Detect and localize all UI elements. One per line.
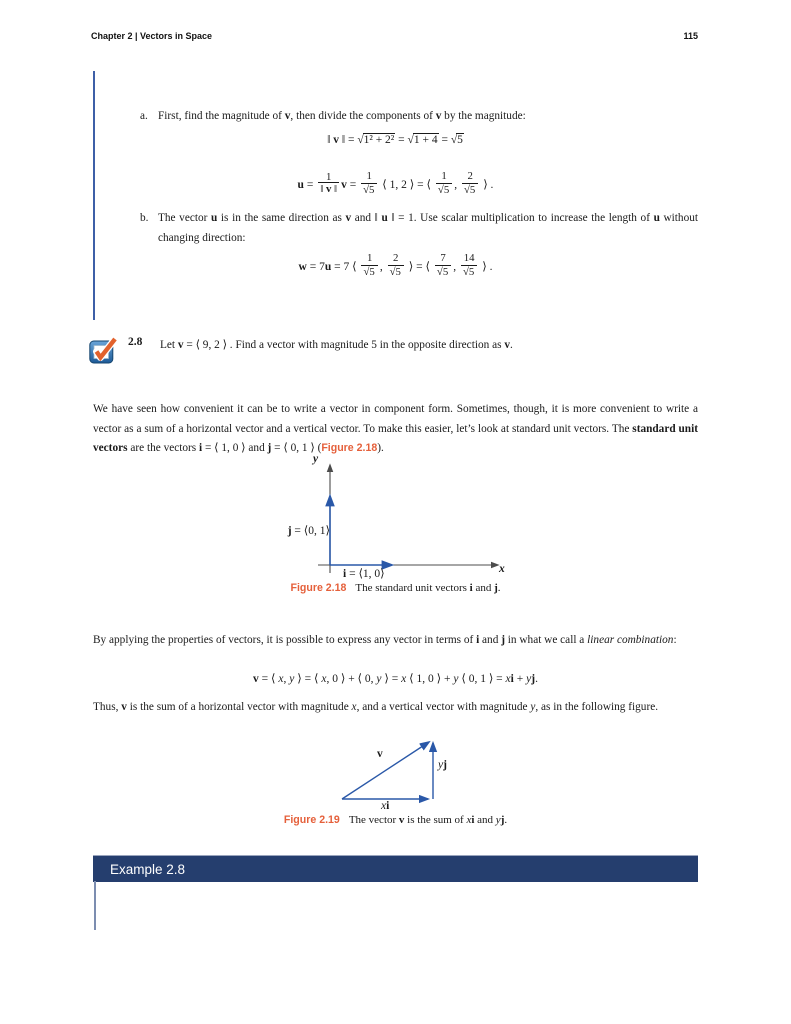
text-segment: ‖ — [331, 183, 338, 196]
text-segment: = — [346, 179, 360, 192]
example-title: Example 2.8 — [110, 861, 186, 877]
equation-scaled-vector — [93, 254, 698, 281]
fraction — [318, 171, 339, 197]
text-segment: i — [469, 582, 473, 594]
text-segment: Thus, — [93, 701, 122, 713]
text-segment: is the sum of — [404, 814, 467, 826]
radical: √5 — [463, 183, 476, 196]
radical: √5 — [450, 134, 463, 146]
text-segment: , then divide the components of — [290, 110, 436, 122]
text-segment: , — [379, 261, 386, 274]
text-segment: w — [298, 261, 307, 274]
text-segment: v — [325, 183, 332, 196]
checkpoint-number: 2.8 — [128, 336, 143, 348]
text-segment: by the magnitude: — [441, 110, 526, 122]
text-segment: The standard unit vectors — [355, 582, 470, 594]
text-segment: 5 — [468, 265, 475, 278]
text-segment: 1 — [325, 170, 332, 183]
list-marker-b: b. — [140, 212, 149, 224]
text-segment: 1 + 4 — [413, 134, 438, 146]
text-segment: . — [535, 673, 538, 685]
text-segment: 2 — [467, 170, 473, 182]
figure-2-19-plot — [325, 731, 455, 809]
text-segment: j — [287, 525, 292, 537]
text-segment: i — [476, 634, 480, 646]
text-segment: = — [438, 134, 451, 146]
text-segment: u — [653, 212, 660, 224]
text-segment: i — [199, 442, 203, 454]
paragraph-thus — [93, 698, 698, 718]
radical: √5 — [436, 265, 449, 278]
text-segment: in what we call a — [504, 634, 588, 646]
text-segment: linear combination — [587, 634, 674, 646]
text-segment: = ⟨ 1, 0 ⟩ and — [202, 442, 268, 454]
text-segment: j — [267, 442, 272, 454]
xi-vector-label — [381, 800, 389, 812]
text-segment: v — [345, 212, 352, 224]
text-segment: , 0 ⟩ + ⟨ 0, — [326, 673, 377, 685]
text-segment: x — [466, 814, 472, 826]
text-segment: 1 — [441, 170, 447, 182]
text-segment: v — [341, 179, 347, 192]
j-vector-label — [272, 523, 330, 537]
text-segment: y — [530, 701, 536, 713]
figure-2-18-caption-label: Figure 2.18 — [290, 582, 347, 594]
checkbox-check-icon — [89, 335, 118, 370]
text-segment: : — [673, 634, 677, 646]
text-segment: standard unit vectors — [93, 422, 698, 454]
text-segment: v — [435, 110, 442, 122]
text-segment: = ⟨ 9, 2 ⟩ . Find a vector with magnitude 5 in the opposite direction as — [183, 339, 505, 351]
figure-reference-link[interactable]: Figure 2.18 — [321, 442, 378, 454]
text-segment: , — [453, 261, 459, 274]
text-segment: v — [177, 339, 184, 351]
text-segment: y — [495, 814, 501, 826]
figure-2-19-caption — [93, 814, 698, 826]
text-segment: 14 — [463, 252, 475, 264]
text-segment: ⟩ = ⟨ — [405, 261, 433, 274]
text-segment: ‖ = 1. Use scalar multiplication to increase the length of — [387, 212, 654, 224]
paragraph-linear-combination — [93, 631, 698, 651]
radical: √5 — [437, 183, 450, 196]
equation-unit-vector — [93, 172, 698, 199]
text-segment: x — [401, 673, 407, 685]
text-segment: ‖ = — [338, 134, 358, 146]
text-segment: i — [343, 568, 347, 580]
text-segment: x — [278, 673, 284, 685]
fraction — [461, 252, 477, 279]
text-segment: = — [303, 179, 317, 192]
text-segment: By applying the properties of vectors, it is possible to express any vector in terms of — [93, 634, 477, 646]
text-segment: v — [398, 814, 405, 826]
solution-step-a-text — [158, 106, 698, 126]
text-segment: 1 — [366, 170, 372, 182]
text-segment: i — [386, 800, 390, 812]
text-segment: . — [497, 582, 501, 594]
text-segment: , — [283, 673, 290, 685]
text-segment: and — [472, 582, 495, 594]
text-segment: j — [531, 673, 536, 685]
text-segment: is the sum of a horizontal vector with magnitude — [126, 701, 352, 713]
text-segment: y — [438, 759, 444, 771]
text-segment: = 7 ⟨ — [331, 261, 360, 274]
fraction — [361, 170, 377, 197]
text-segment: 5 — [457, 134, 463, 146]
text-segment: = ⟨ — [258, 673, 279, 685]
text-segment: and ‖ — [351, 212, 382, 224]
fraction — [436, 170, 452, 197]
page-header — [91, 31, 698, 41]
text-segment: x — [381, 800, 387, 812]
fraction — [435, 252, 451, 279]
text-segment: j — [443, 759, 447, 771]
text-segment: ⟨ 1, 0 ⟩ + — [406, 673, 454, 685]
text-segment: x — [351, 701, 357, 713]
checkpoint-text — [160, 336, 698, 356]
text-segment: Let — [160, 339, 178, 351]
text-segment: ‖ — [320, 183, 326, 196]
text-segment: 5 — [443, 183, 450, 196]
fraction — [388, 252, 404, 279]
text-segment: v — [284, 110, 291, 122]
text-segment: We have seen how convenient it can be to write a vector in component form. Sometimes, though, it is more convenient to write a vector as a sum of a horizontal vector and a vertical vector. To make this easier, let’s look at standard unit vectors. The — [93, 403, 698, 435]
radical: √1² + 2² — [357, 134, 395, 146]
running-header-title: Chapter 2 | Vectors in Space — [91, 31, 213, 41]
text-segment: = ⟨ 0, 1 ⟩ ( — [271, 442, 322, 454]
radical: √5 — [389, 265, 401, 278]
text-segment: without changing direction: — [158, 212, 699, 244]
text-segment: i — [471, 814, 475, 826]
fraction — [361, 252, 377, 279]
text-segment: v — [333, 134, 339, 146]
text-segment: 2 — [393, 252, 399, 264]
i-vector-label — [343, 566, 385, 580]
text-segment: The vector — [158, 212, 212, 224]
text-segment: j — [494, 582, 498, 594]
equation-magnitude — [93, 133, 698, 147]
y-axis-label: y — [313, 453, 319, 465]
text-segment: 5 — [395, 265, 401, 278]
page-number: 115 — [683, 31, 698, 41]
figure-2-19-caption-text — [349, 814, 507, 826]
text-segment: are the vectors — [127, 442, 200, 454]
text-segment: The vector — [348, 814, 399, 826]
text-segment: = ⟨1, 0⟩ — [346, 568, 385, 580]
yj-vector-label — [438, 759, 447, 771]
text-segment: x — [505, 673, 511, 685]
text-segment: y — [376, 673, 382, 685]
text-segment: y — [453, 673, 459, 685]
text-segment: 5 — [369, 265, 375, 278]
text-segment: u — [381, 212, 388, 224]
text-segment: 1 — [366, 252, 373, 264]
text-segment: and — [479, 634, 502, 646]
text-segment: 7 — [440, 252, 446, 264]
v-vector-label: v — [377, 748, 383, 760]
text-segment: x — [321, 673, 327, 685]
text-segment: u — [324, 261, 332, 274]
fraction — [462, 170, 478, 197]
text-segment: j — [500, 814, 505, 826]
text-segment: 5 — [369, 183, 375, 196]
x-axis-label: x — [499, 563, 505, 575]
text-segment: is in the same direction as — [217, 212, 346, 224]
text-segment: = ⟨0, 1⟩ — [291, 525, 330, 537]
text-segment: . — [504, 814, 508, 826]
text-segment: 5 — [442, 265, 449, 278]
example-left-rule — [94, 881, 96, 930]
vector-v-arrow — [342, 742, 429, 799]
text-segment: , and a vertical vector with magnitude — [356, 701, 531, 713]
text-segment: , — [454, 179, 460, 192]
example-header-bar — [93, 855, 698, 882]
text-segment: ⟩ = — [381, 673, 402, 685]
solution-step-b-text — [158, 208, 698, 248]
text-segment: = — [395, 134, 408, 146]
radical: √5 — [363, 265, 375, 278]
text-segment: ). — [377, 442, 384, 454]
text-segment: y — [289, 673, 295, 685]
text-segment: j — [501, 634, 505, 646]
text-segment: v — [121, 701, 127, 713]
text-segment: ⟨ 1, 2 ⟩ = ⟨ — [379, 179, 434, 192]
text-segment: ⟩ . — [479, 261, 493, 274]
text-segment: u — [297, 179, 304, 192]
paragraph-standard-unit-vectors — [93, 400, 698, 459]
text-segment: . — [509, 339, 513, 351]
text-segment: = 7 — [306, 261, 325, 274]
text-segment: , as in the following figure. — [535, 701, 659, 713]
text-segment: 5 — [469, 183, 476, 196]
text-segment: v — [504, 339, 510, 351]
figure-2-19-caption-label: Figure 2.19 — [283, 814, 340, 826]
text-segment: 1² + 2² — [363, 134, 395, 146]
solution-step-a — [140, 106, 698, 126]
radical: √5 — [363, 183, 375, 196]
radical: √5 — [462, 265, 475, 278]
solution-step-b — [140, 208, 698, 248]
text-segment: ‖ — [327, 134, 334, 146]
text-segment: First, find the magnitude of — [158, 110, 285, 122]
radical: √1 + 4 — [407, 134, 438, 146]
text-segment: ⟩ . — [480, 179, 494, 192]
text-segment: ⟩ = ⟨ — [294, 673, 322, 685]
text-segment: i — [510, 673, 514, 685]
text-segment: y — [526, 673, 532, 685]
figure-2-18-caption — [93, 582, 698, 594]
text-segment: ⟨ 0, 1 ⟩ = — [458, 673, 506, 685]
list-marker-a: a. — [140, 110, 148, 122]
figure-2-18-plot — [230, 452, 520, 582]
text-segment: + — [513, 673, 527, 685]
equation-linear-combination — [93, 671, 698, 685]
text-segment: u — [211, 212, 218, 224]
text-segment: v — [253, 673, 259, 685]
figure-2-18-caption-text — [355, 582, 500, 594]
text-segment: and — [474, 814, 496, 826]
